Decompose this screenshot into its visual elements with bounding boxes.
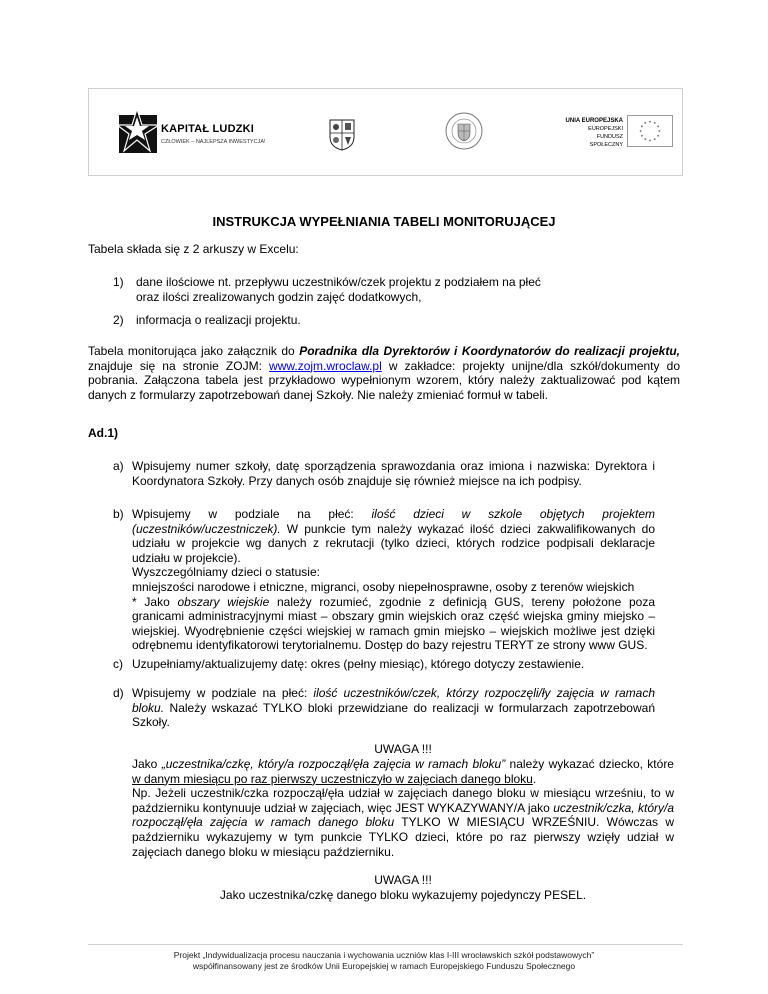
kapital-ludzki-star-icon xyxy=(117,109,161,155)
warning-2-text: Jako uczestnika/czkę danego bloku wykazujemy pojedynczy PESEL. xyxy=(219,888,587,902)
zojm-seal-icon xyxy=(444,111,484,151)
kapital-ludzki-subtitle: CZŁOWIEK – NAJLEPSZA INWESTYCJA! xyxy=(161,139,266,145)
warning-1-text: Jako „uczestnika/czkę, który/a rozpoczął/ęła zajęcia w ramach bloku” należy wykazać dziecko, które w danym miesiącu po raz pierwszy uczestniczyło w zajęciach danego bloku. Np. Jeżeli uczestnik/czka rozpoczął/ęła udział w zajęciach danego bloku w miesiącu wrześniu, to w październiku kontynuuje udział w zajęciach, więc JEST WYKAZYWANY/A jako uczestnik/czka, który/a rozpoczął/ęła zajęcia w ramach danego bloku TYLKO W MIESIĄCU WRZEŚNIU. Wówczas w październiku wykazujemy w tym punkcie TYLKO dzieci, które po raz pierwszy wzięły udział w zajęciach danego bloku w miesiącu październiku. xyxy=(132,757,675,859)
item-b: b) Wpisujemy w podziale na płeć: ilość dzieci w szkole objętych projektem (uczestników/uczestniczek). W punkcie tym należy wykazać ilość dzieci zakwalifikowanych do udziału w projekcie wg danych z rekrutacji (tylko dzieci, których rodzice podpisali deklaracje udziału w projekcie). Wyszczególniamy dzieci o statusie: mniejszości narodowe i etniczne, migranci, osoby niepełnosprawne, osoby z terenów wiejskich * Jako obszary wiejskie należy rozumieć, zgodnie z definicją GUS, tereny położone poza granicami administracyjnymi miast – obszary gmin wiejskich oraz część wiejska gminy miejsko – wiejskiej. Wyodrębnienie części wiejskiej w ramach gmin miejsko – wiejskich możliwe jest dzięki odrębnemu identyfikatorowi terytorialnemu. Dostęp do bazy rejestru TERYT ze strony www GUS. xyxy=(113,507,655,653)
warning-2-heading: UWAGA !!! xyxy=(374,873,432,887)
footer-divider xyxy=(88,944,683,945)
logo-header xyxy=(88,88,683,176)
eu-flag-icon xyxy=(627,115,673,147)
item-d: d) Wpisujemy w podziale na płeć: ilość uczestników/czek, którzy rozpoczęli/ły zajęcia w ramach bloku. Należy wskazać TYLKO bloki przewidziane do realizacji w formularzach zapotrzebowań Szkoły. xyxy=(113,686,655,730)
sheet-item-1: 1) dane ilościowe nt. przepływu uczestników/czek projektu z podziałem na płeć oraz ilości zrealizowanych godzin zajęć dodatkowych, xyxy=(113,275,541,304)
document-title: INSTRUKCJA WYPEŁNIANIA TABELI MONITORUJĄCEJ xyxy=(212,214,556,229)
intro-text: Tabela składa się z 2 arkuszy w Excelu: xyxy=(88,242,299,256)
monitoring-table-paragraph: Tabela monitorująca jako załącznik do Poradnika dla Dyrektorów i Koordynatorów do realizacji projektu, znajduje się na stronie ZOJM: www.zojm.wroclaw.pl w zakładce: projekty unijne/dla szkół/dokumenty do pobrania. Załączona tabela jest przykładowo wypełnionym wzorem, który należy zaktualizować pod kątem danych z formularzy zapotrzebowań danej Szkoły. Nie należy zmieniać formuł w tabeli. xyxy=(88,344,680,402)
ad1-heading: Ad.1) xyxy=(88,426,118,440)
kapital-ludzki-title: KAPITAŁ LUDZKI xyxy=(161,123,255,135)
footer: Projekt „Indywidualizacja procesu nauczania i wychowania uczniów klas I-III wrocławskich szkół podstawowych” współfinansowany jest ze środków Unii Europejskiej w ramach Europejskiego Funduszu Społecznego xyxy=(173,950,595,971)
item-a: a) Wpisujemy numer szkoły, datę sporządzenia sprawozdania oraz imiona i nazwiska: Dyrektora i Koordynatora Szkoły. Przy danych osób znajduje się również miejsce na ich podpisy. xyxy=(113,459,655,488)
zojm-link[interactable]: www.zojm.wroclaw.pl xyxy=(269,358,382,373)
kapital-ludzki-logo xyxy=(117,107,297,159)
ue-text: UNIA EUROPEJSKA EUROPEJSKI FUNDUSZ SPOŁECZNY xyxy=(565,118,623,148)
ue-efs-logo xyxy=(565,115,680,153)
warning-1-heading: UWAGA !!! xyxy=(374,742,432,756)
wroclaw-crest-icon xyxy=(329,119,355,151)
item-c: c) Uzupełniamy/aktualizujemy datę: okres (pełny miesiąc), którego dotyczy zestawienie. xyxy=(113,657,585,671)
sheet-item-2: 2) informacja o realizacji projektu. xyxy=(113,313,301,327)
